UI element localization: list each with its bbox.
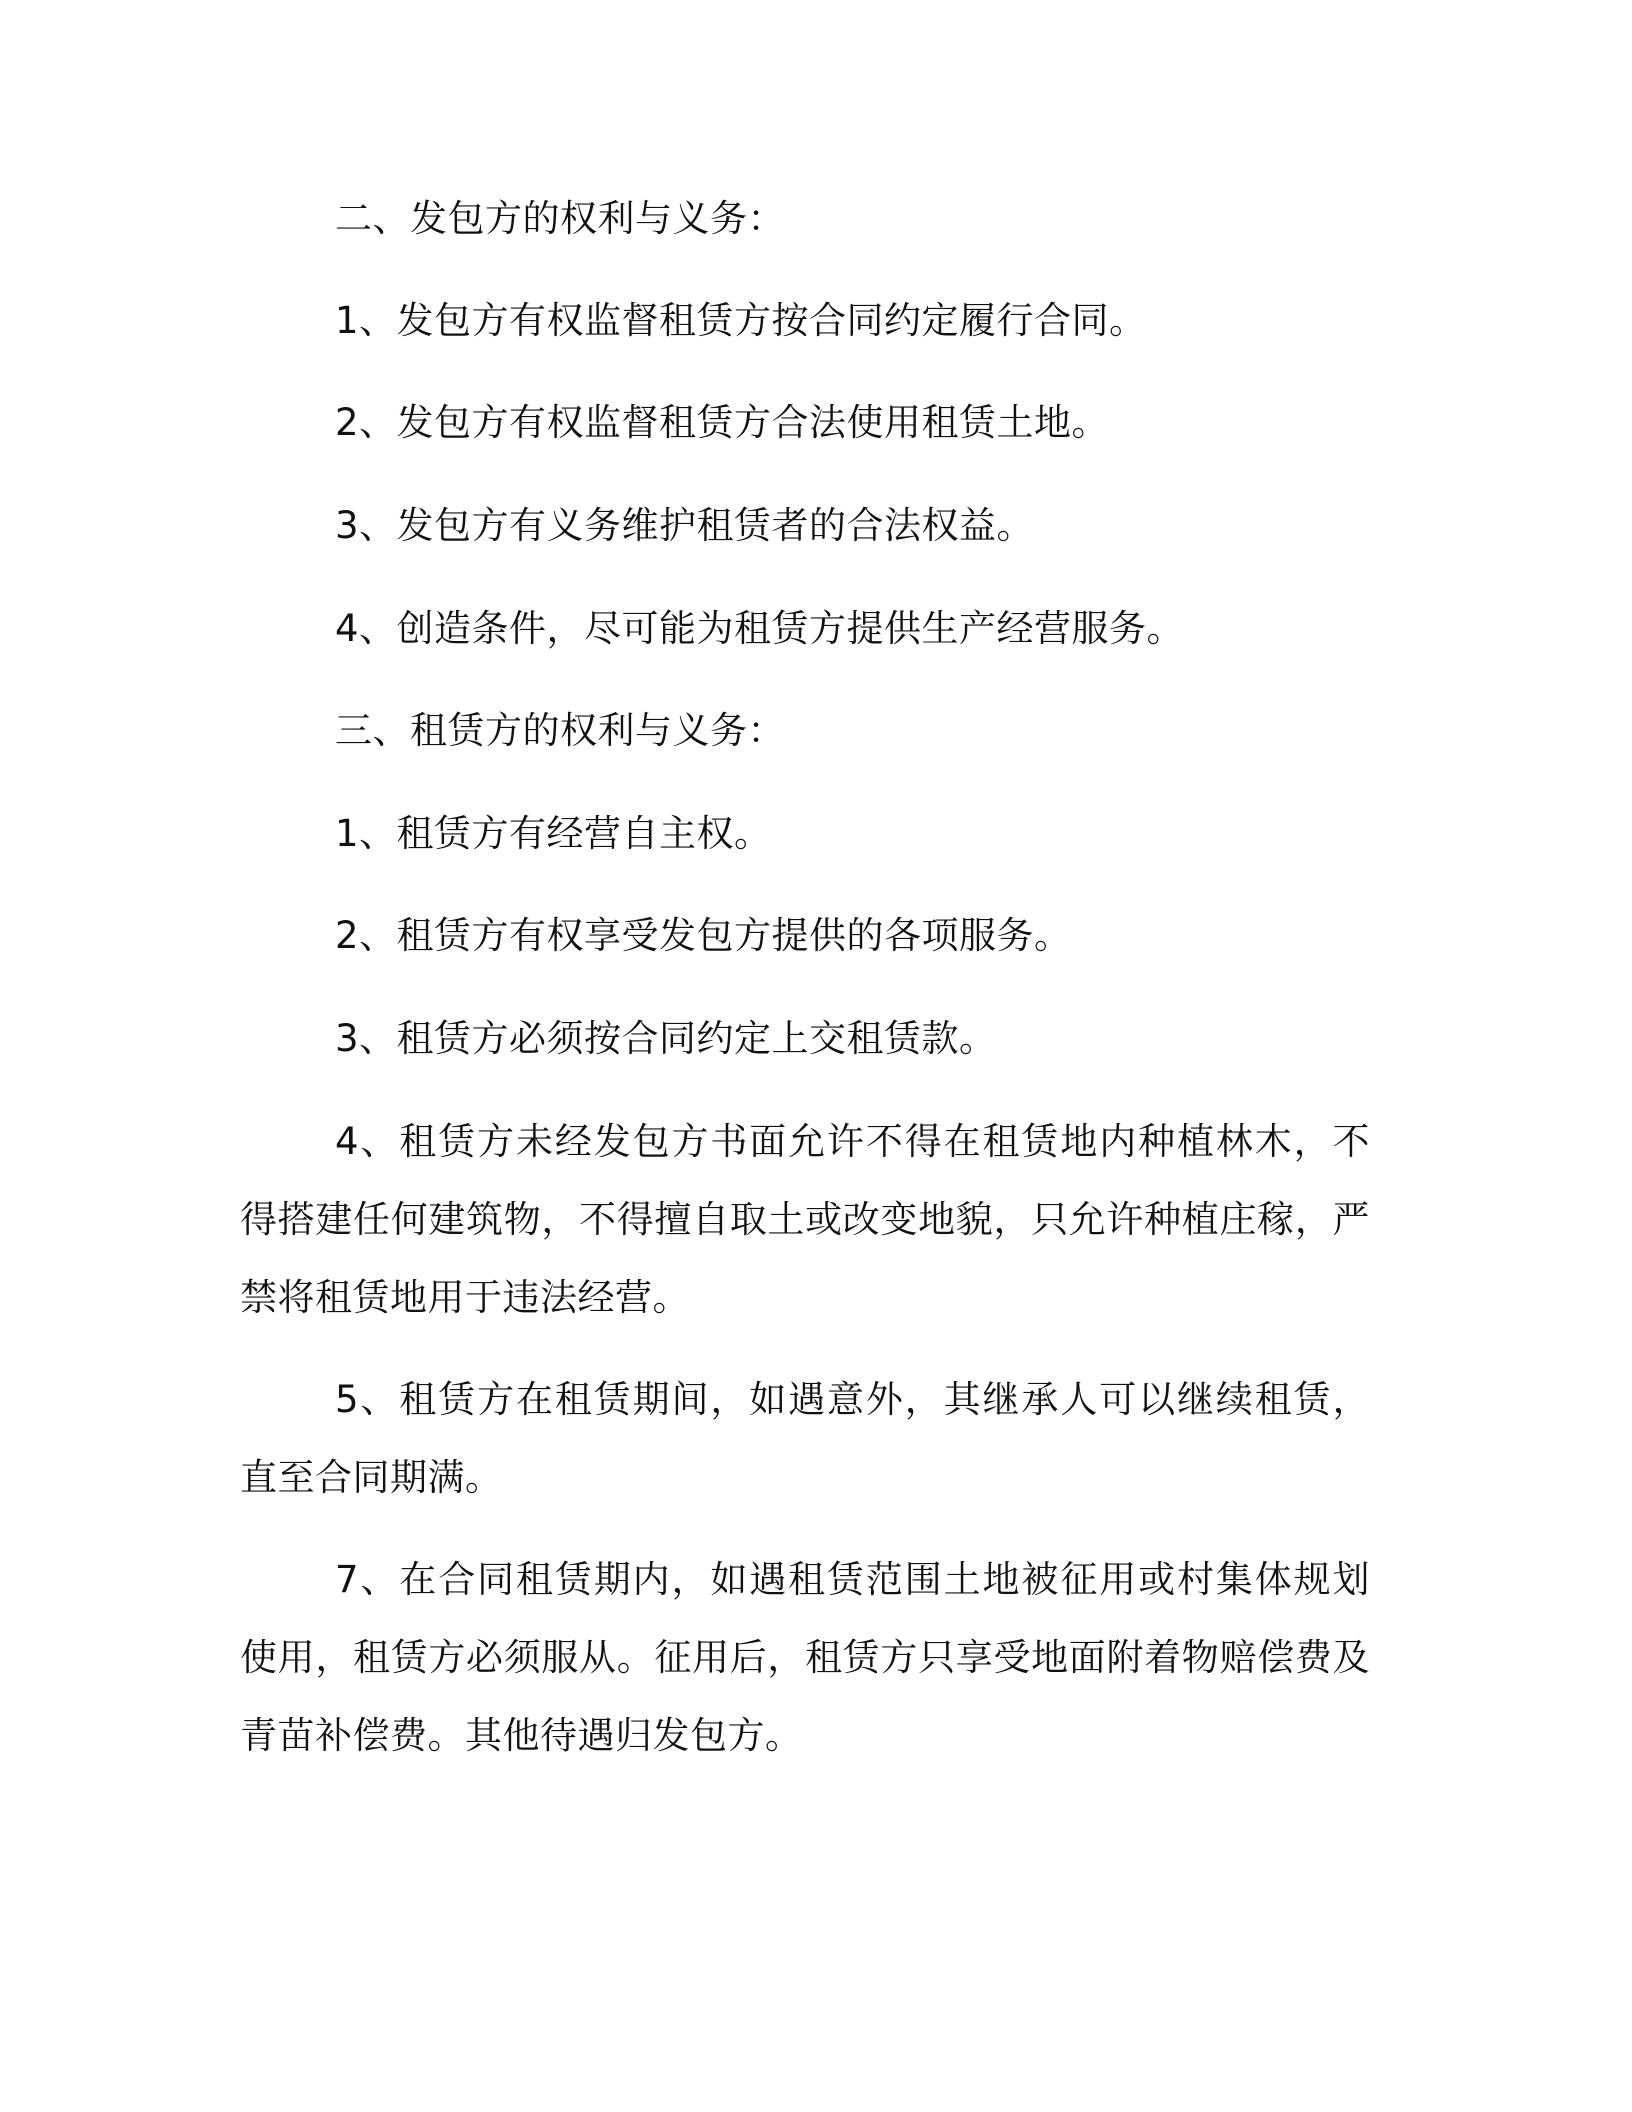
list-item: 2、发包方有权监督租赁方合法使用租赁土地。 — [335, 401, 1110, 444]
list-item: 2、租赁方有权享受发包方提供的各项服务。 — [335, 914, 1072, 957]
list-item: 1、发包方有权监督租赁方按合同约定履行合同。 — [335, 299, 1147, 342]
paragraph-item-7: 7、在合同租赁期内，如遇租赁范围土地被征用或村集体规划使用，租赁方必须服从。征用后，租赁方只享受地面附着物赔偿费及青苗补偿费。其他待遇归发包方。 — [240, 1558, 1370, 1757]
list-item: 3、租赁方必须按合同约定上交租赁款。 — [335, 1017, 997, 1060]
section-heading-rights-of-contractor: 二、发包方的权利与义务： — [335, 197, 785, 240]
paragraph-item-5: 5、租赁方在租赁期间，如遇意外，其继承人可以继续租赁，直至合同期满。 — [240, 1378, 1370, 1499]
paragraph-item-4: 4、租赁方未经发包方书面允许不得在租赁地内种植林木，不得搭建任何建筑物，不得擅自取土或改变地貌，只允许种植庄稼，严禁将租赁地用于违法经营。 — [240, 1120, 1370, 1319]
list-item: 1、租赁方有经营自主权。 — [335, 812, 772, 855]
list-item: 3、发包方有义务维护租赁者的合法权益。 — [335, 504, 1035, 547]
list-item: 4、创造条件，尽可能为租赁方提供生产经营服务。 — [335, 607, 1185, 650]
section-heading-rights-of-lessee: 三、租赁方的权利与义务： — [335, 709, 785, 752]
